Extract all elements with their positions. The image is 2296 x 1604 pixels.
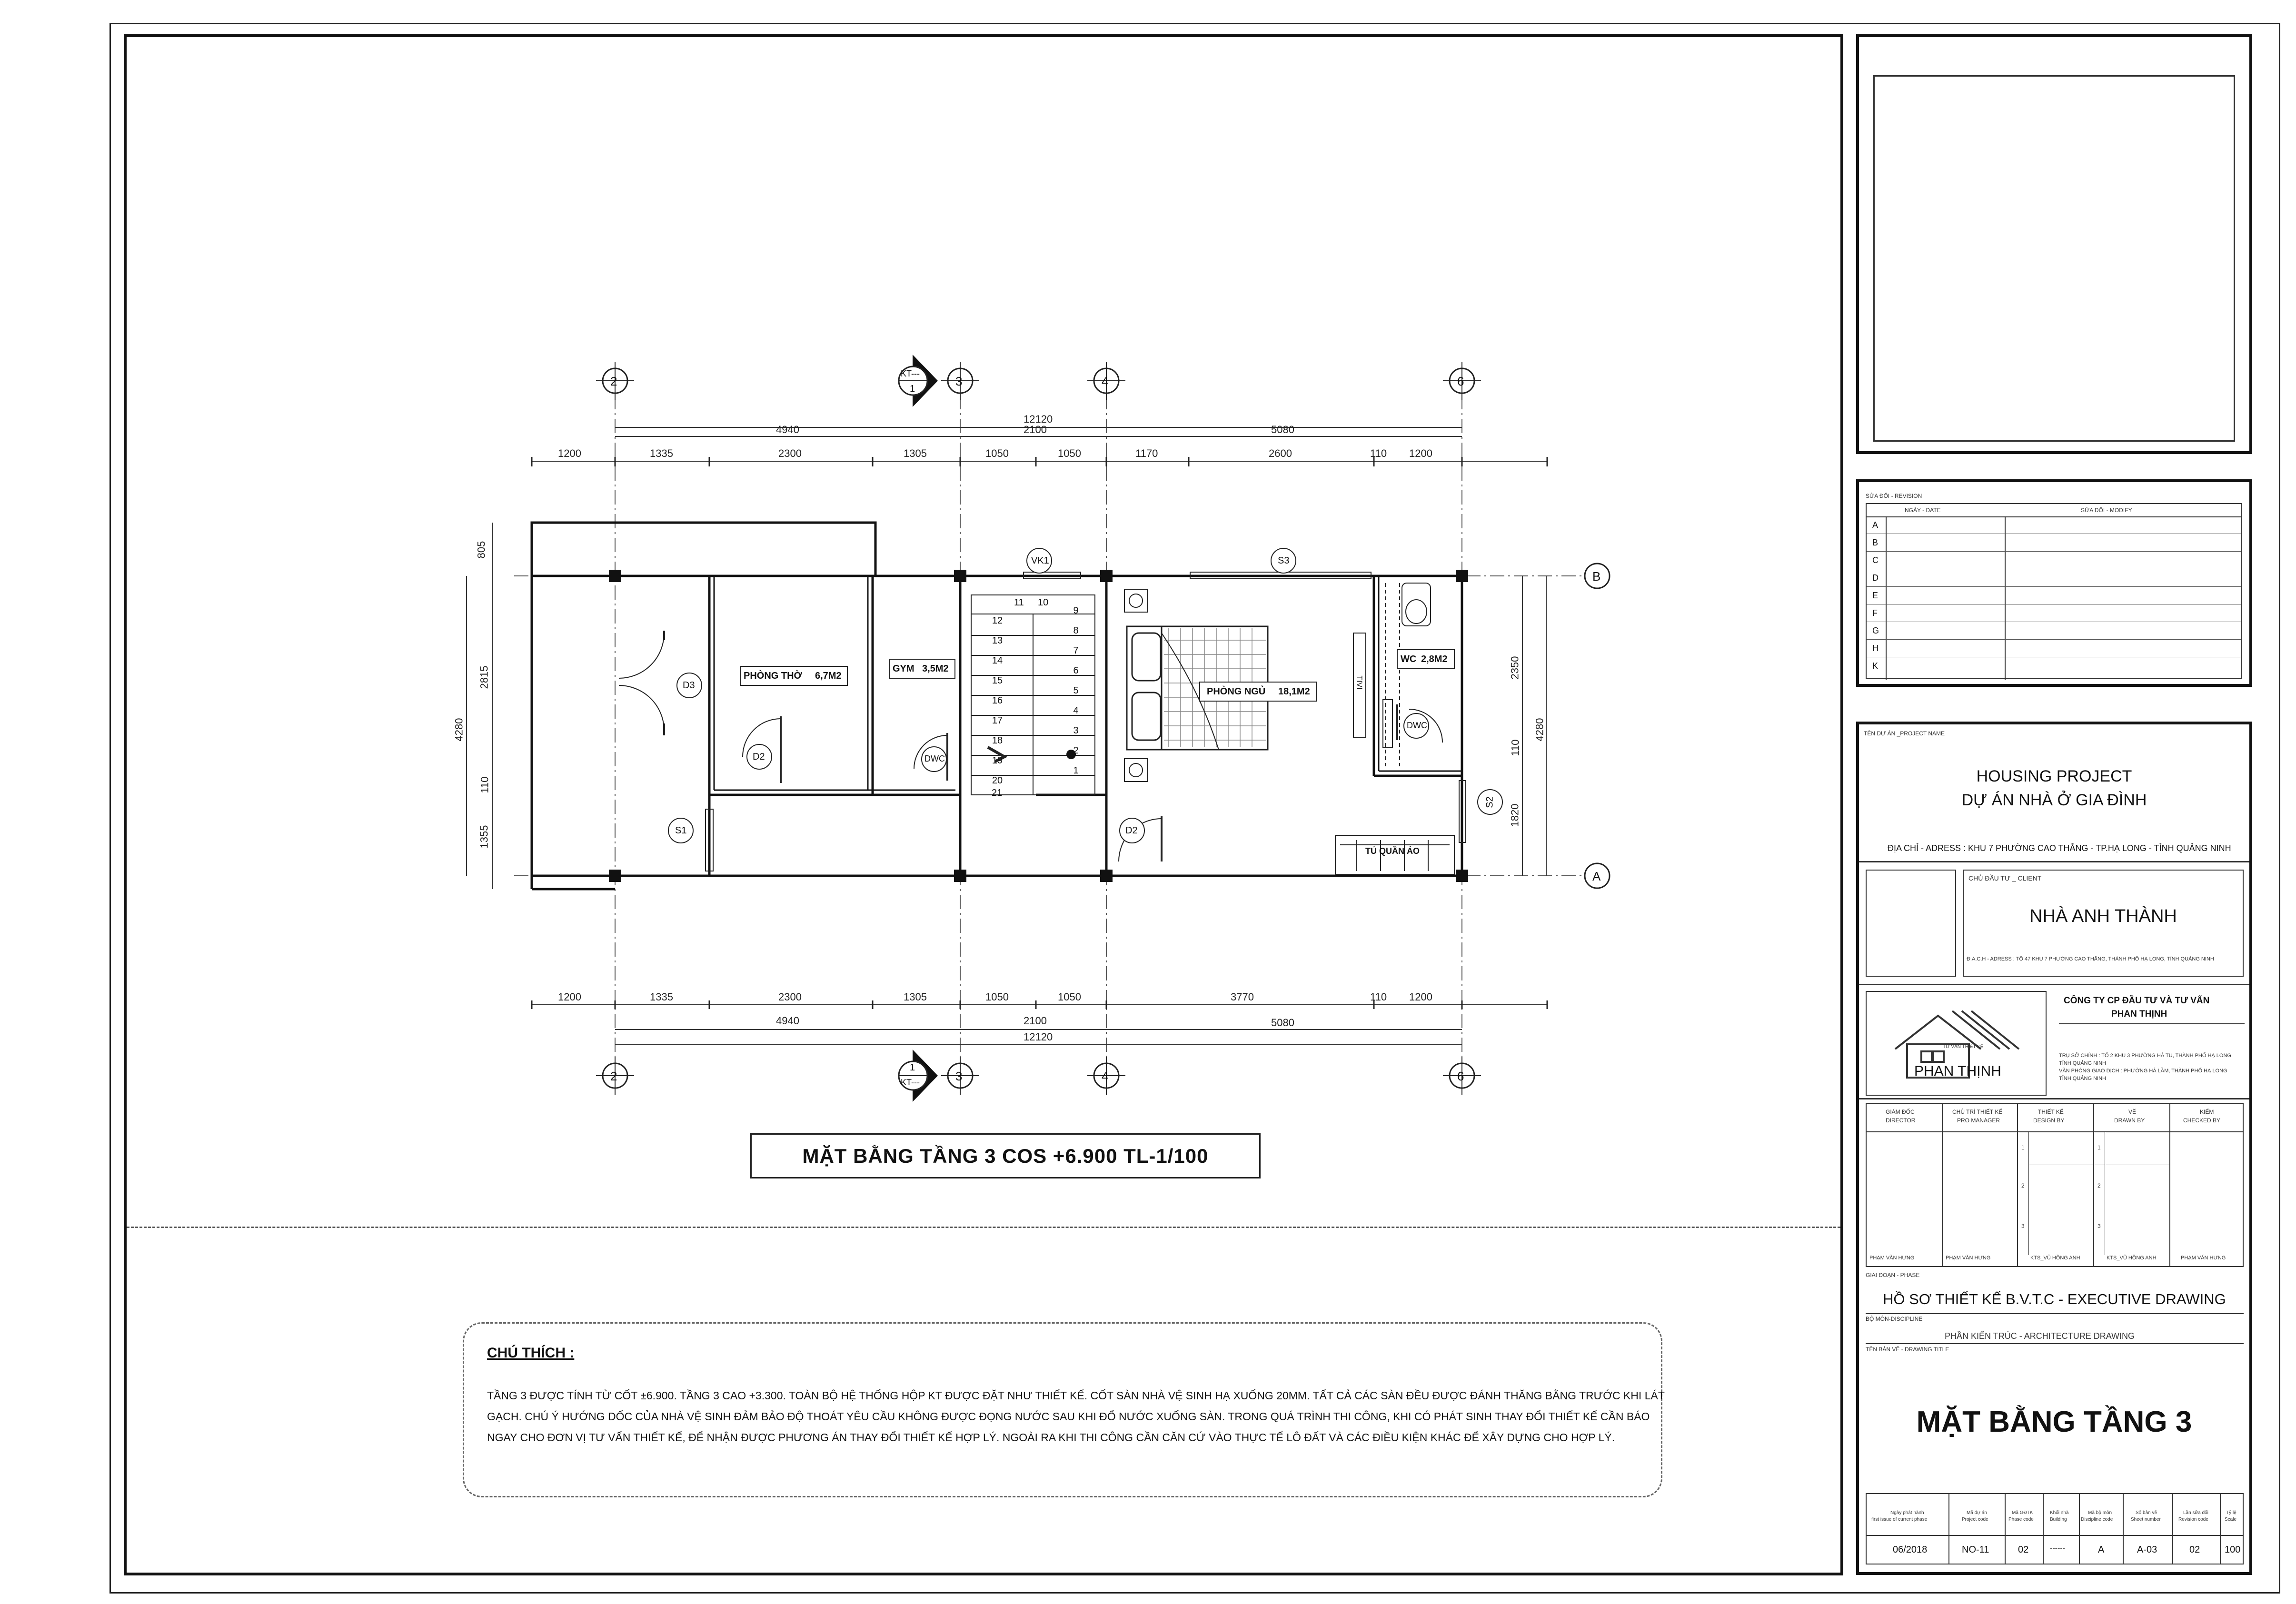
info-h-4b: Building — [2050, 1517, 2067, 1522]
dim-bottom-3: 2300 — [778, 991, 802, 1003]
dim-top-6: 1050 — [1058, 447, 1081, 459]
door-tag-dwc: DWC — [924, 754, 945, 763]
revision-col-date: NGÀY - DATE — [1905, 507, 1941, 514]
info-h-8a: Tỷ lệ — [2226, 1510, 2236, 1515]
dim-top-8: 2600 — [1269, 447, 1292, 459]
info-h-1b: first issue of current phase — [1871, 1517, 1928, 1522]
info-h-4a: Khối nhà — [2050, 1510, 2069, 1515]
dim-top-total: 12120 — [1024, 413, 1053, 425]
drawing-title-label: TÊN BẢN VẼ - DRAWING TITLE — [1866, 1346, 1949, 1353]
axis-label-A: A — [1592, 869, 1601, 883]
dim-top-10: 1200 — [1409, 447, 1432, 459]
info-v-project: NO-11 — [1962, 1545, 1989, 1555]
door-tag-s2: S2 — [1484, 796, 1495, 808]
notes-box — [463, 1322, 1665, 1497]
revision-header: SỬA ĐỔI - REVISION — [1866, 493, 1922, 499]
company-name-1: CÔNG TY CP ĐẦU TƯ VÀ TƯ VẤN — [2064, 996, 2210, 1006]
sig-drawn-vi: VẼ — [2128, 1109, 2137, 1115]
dim-left-total: 4280 — [453, 718, 465, 742]
dim-bottom-mid-3: 5080 — [1271, 1017, 1294, 1029]
company-info-4: TỈNH QUẢNG NINH — [2059, 1076, 2106, 1081]
balcony-outline — [532, 523, 875, 576]
info-h-6a: Số bản vẽ — [2136, 1510, 2157, 1515]
dim-right-3: 1820 — [1509, 803, 1521, 827]
room-name-phong-ngu: PHÒNG NGỦ — [1207, 686, 1266, 697]
revision-rows: A B C D E F G H K — [1867, 516, 2241, 674]
info-v-sheet: A-03 — [2137, 1545, 2157, 1555]
logo-caption: TƯ VẤN THIẾT KẾ — [1943, 1044, 1984, 1050]
sig-name-drawn: KTS_VŨ HỒNG ANH — [2107, 1255, 2157, 1261]
dim-bottom-2: 1335 — [650, 991, 673, 1003]
info-h-7a: Lần sửa đổi — [2183, 1510, 2208, 1515]
axis-label-4: 4 — [1102, 374, 1109, 388]
dim-top-mid-2: 2100 — [1024, 424, 1047, 436]
dim-top-7: 1170 — [1135, 447, 1158, 459]
room-name-phong-tho: PHÒNG THỜ — [744, 671, 802, 681]
info-v-phase: 02 — [2018, 1545, 2029, 1555]
sig-name-director: PHẠM VĂN HƯNG — [1869, 1255, 1915, 1261]
room-name-gym: GYM — [893, 663, 914, 674]
sig-checked-en: CHECKED BY — [2183, 1117, 2221, 1124]
axis-label-2-bottom: 2 — [610, 1069, 617, 1083]
dim-bottom-4: 1305 — [904, 991, 927, 1003]
axis-label-4-bottom: 4 — [1102, 1069, 1109, 1083]
info-v-building: ------ — [2050, 1545, 2065, 1553]
info-v-revision: 02 — [2189, 1545, 2200, 1555]
company-info-1: TRỤ SỞ CHÍNH : TỔ 2 KHU 3 PHƯỜNG HÀ TU, THÀNH PHỐ HẠ LONG — [2059, 1053, 2231, 1059]
room-area-phong-ngu: 18,1M2 — [1278, 686, 1310, 697]
info-h-7b: Revision code — [2178, 1517, 2208, 1522]
company-info-3: VĂN PHÒNG GIAO DỊCH : PHƯỜNG HÀ LẦM, THÀNH PHỐ HẠ LONG — [2059, 1068, 2227, 1074]
door-tag-d3: D3 — [683, 680, 695, 691]
info-table — [1866, 1493, 2244, 1564]
client-label: CHỦ ĐẦU TƯ _ CLIENT — [1968, 874, 2042, 882]
dim-bottom-9: 1200 — [1409, 991, 1432, 1003]
stair-numbers-right: 9 8 7 6 5 4 3 2 1 — [1073, 605, 1079, 776]
axis-label-2: 2 — [610, 374, 617, 388]
dim-top-2: 1335 — [650, 447, 673, 459]
dim-right-total: 4280 — [1533, 718, 1546, 742]
sig-drawn-en: DRAWN BY — [2114, 1117, 2145, 1124]
project-name-vi: DỰ ÁN NHÀ Ở GIA ĐÌNH — [1961, 791, 2147, 809]
room-area-gym: 3,5M2 — [922, 663, 949, 674]
dim-top-9: 110 — [1370, 447, 1387, 459]
stair-numbers-left: 12 13 14 15 16 17 18 19 20 — [992, 615, 1003, 786]
client-name: NHÀ ANH THÀNH — [2029, 906, 2177, 926]
info-h-8b: Scale — [2225, 1517, 2237, 1522]
section-ref-bottom: KT--- — [901, 1078, 920, 1087]
dim-left-4: 1355 — [478, 825, 490, 849]
notes-line-1: TẦNG 3 ĐƯỢC TÍNH TỪ CỐT ±6.900. TẦNG 3 CAO +3.300. TOÀN BỘ HỆ THỐNG HỘP KT ĐƯỢC ĐẶT NHƯ THIẾT KẾ. CỐT SÀN NHÀ VỆ SINH HẠ XUỐNG 20MM. TẤT CẢ CÁC SÀN ĐỀU ĐƯỢC ĐÁNH THĂNG BẰNG TRƯỚC KHI LÁT — [487, 1389, 1665, 1402]
info-h-2b: Project code — [1962, 1517, 1988, 1522]
sig-name-manager: PHẠM VĂN HƯNG — [1946, 1255, 1991, 1261]
signature-grid — [1866, 1103, 2244, 1267]
dim-bottom-1: 1200 — [558, 991, 581, 1003]
stair-number-10: 10 — [1038, 597, 1049, 608]
door-tag-d2-bedroom: D2 — [1125, 825, 1138, 836]
company-logo — [1866, 991, 2047, 1096]
sig-manager-vi: CHỦ TRÌ THIẾT KẾ — [1952, 1109, 2003, 1115]
project-label: TÊN DỰ ÁN _PROJECT NAME — [1864, 730, 1945, 737]
info-h-2a: Mã dự án — [1967, 1510, 1987, 1515]
door-tag-s1: S1 — [675, 825, 687, 836]
section-num-top: 1 — [910, 384, 915, 394]
door-tag-s3: S3 — [1278, 555, 1290, 566]
sig-checked-vi: KIỂM — [2200, 1109, 2214, 1115]
dim-top-mid-1: 4940 — [776, 424, 799, 436]
section-num-bottom: 1 — [910, 1062, 915, 1073]
stair-number-11: 11 — [1014, 597, 1024, 608]
dim-bottom-total: 12120 — [1024, 1031, 1053, 1043]
info-h-3a: Mã GĐTK — [2012, 1510, 2033, 1515]
sig-row-2: 2 — [2021, 1182, 2025, 1189]
notes-line-2: GẠCH. CHÚ Ý HƯỚNG DỐC CỦA NHÀ VỆ SINH ĐẢM BẢO ĐỘ THOÁT YÊU CẦU KHÔNG ĐƯỢC ĐỌNG NƯỚC SAU KHI ĐỔ NƯỚC XUỐNG SÀN. TRONG QUÁ TRÌNH THI CÔNG, KHI CÓ PHÁT SINH THAY ĐỔI THIẾT KẾ CẦN BÁO — [487, 1410, 1650, 1423]
info-h-3b: Phase code — [2008, 1517, 2034, 1522]
title-block-blank — [1856, 34, 2252, 454]
dim-top-mid-3: 5080 — [1271, 424, 1294, 436]
discipline-value: PHẦN KIẾN TRÚC - ARCHITECTURE DRAWING — [1945, 1331, 2135, 1341]
dim-left-2: 2815 — [478, 665, 490, 689]
dim-right-1: 2350 — [1509, 656, 1521, 680]
stair-number-21: 21 — [992, 788, 1003, 798]
sig-row-3b: 3 — [2097, 1223, 2101, 1229]
info-v-date: 06/2018 — [1893, 1545, 1928, 1555]
company-name-2: PHAN THỊNH — [2111, 1009, 2167, 1019]
sig-row-1b: 1 — [2097, 1144, 2101, 1151]
dim-top-4: 1305 — [904, 447, 927, 459]
project-address: ĐỊA CHỈ - ADRESS : KHU 7 PHƯỜNG CAO THẮNG - TP.HẠ LONG - TỈNH QUẢNG NINH — [1888, 843, 2231, 853]
project-name-en: HOUSING PROJECT — [1976, 767, 2132, 785]
dim-bottom-5: 1050 — [985, 991, 1009, 1003]
info-v-scale: 100 — [2225, 1545, 2241, 1555]
notes-line-3: NGAY CHO ĐƠN VỊ TƯ VẤN THIẾT KẾ, ĐỂ NHẬN ĐƯỢC PHƯƠNG ÁN THAY ĐỔI THIẾT KẾ HỢP LÝ. NGOÀI RA KHI THI CÔNG CẦN CĂN CỨ VÀO THỰC TẾ LÔ ĐẤT VÀ CÁC ĐIỀU KIỆN KHÁC ĐỂ XÂY DỰNG CHO HỢP LÝ. — [487, 1431, 1615, 1444]
info-v-discipline: A — [2098, 1545, 2105, 1555]
dim-top-5: 1050 — [985, 447, 1009, 459]
dim-top-3: 2300 — [778, 447, 802, 459]
axis-label-B: B — [1592, 569, 1601, 584]
title-block-main — [1856, 722, 2252, 1575]
door-tag-d2: D2 — [753, 752, 765, 762]
sig-design-en: DESIGN BY — [2033, 1117, 2065, 1124]
sig-design-vi: THIẾT KẾ — [2038, 1109, 2064, 1115]
sig-manager-en: PRO MANAGER — [1957, 1117, 2000, 1124]
plan-title: MẶT BẰNG TẦNG 3 COS +6.900 TL-1/100 — [750, 1133, 1261, 1178]
notes-heading: CHÚ THÍCH : — [487, 1345, 575, 1361]
revision-col-modify: SỬA ĐỔI - MODIFY — [2081, 507, 2132, 514]
axis-label-6-bottom: 6 — [1457, 1069, 1464, 1083]
room-name-wc: WC — [1401, 654, 1417, 664]
info-h-6b: Sheet number — [2131, 1517, 2161, 1522]
axis-label-3-bottom: 3 — [955, 1069, 963, 1083]
door-tag-dwc-wc: DWC — [1407, 721, 1427, 730]
logo-text: PHAN THỊNH — [1914, 1063, 2001, 1079]
closet-label: TỦ QUẦN ÁO — [1365, 846, 1420, 856]
tv-label: TIVI — [1355, 675, 1363, 690]
dim-right-2: 110 — [1509, 739, 1521, 756]
axis-label-6: 6 — [1457, 374, 1464, 388]
room-area-wc: 2,8M2 — [1421, 654, 1448, 664]
info-h-5b: Discipline code — [2081, 1517, 2113, 1522]
dim-bottom-mid-1: 4940 — [776, 1015, 799, 1027]
revision-block — [1856, 479, 2252, 687]
dim-bottom-8: 110 — [1370, 991, 1387, 1003]
dim-left-1: 805 — [475, 541, 487, 559]
client-address: Đ.A.C.H - ADRESS : TỔ 47 KHU 7 PHƯỜNG CAO THẮNG, THÀNH PHỐ HẠ LONG, TỈNH QUẢNG NINH — [1967, 956, 2214, 962]
room-area-phong-tho: 6,7M2 — [815, 671, 842, 681]
sig-director-vi: GIÁM ĐỐC — [1886, 1109, 1915, 1115]
phase-label: GIAI ĐOẠN - PHASE — [1866, 1272, 1920, 1278]
dim-top-1: 1200 — [558, 447, 581, 459]
sig-director-en: DIRECTOR — [1886, 1117, 1916, 1124]
sig-row-1: 1 — [2021, 1144, 2025, 1151]
info-h-1a: Ngày phát hành — [1890, 1510, 1924, 1515]
dim-bottom-mid-2: 2100 — [1024, 1015, 1047, 1027]
sig-row-2b: 2 — [2097, 1182, 2101, 1189]
axis-label-3: 3 — [955, 374, 963, 388]
dim-bottom-6: 1050 — [1058, 991, 1081, 1003]
sig-name-design: KTS_VŨ HỒNG ANH — [2030, 1255, 2080, 1261]
drawing-title: MẶT BẰNG TẦNG 3 — [1916, 1406, 2192, 1438]
info-h-5a: Mã bộ môn — [2088, 1510, 2112, 1515]
dim-bottom-7: 3770 — [1231, 991, 1254, 1003]
sig-name-checked: PHẠM VĂN HƯNG — [2181, 1255, 2226, 1261]
dim-left-3: 110 — [478, 776, 491, 793]
sig-row-3: 3 — [2021, 1223, 2025, 1229]
door-tag-vk1: VK1 — [1031, 555, 1049, 566]
company-info-2: TỈNH QUẢNG NINH — [2059, 1060, 2106, 1066]
phase-value: HỒ SƠ THIẾT KẾ B.V.T.C - EXECUTIVE DRAWING — [1883, 1291, 2226, 1307]
discipline-label: BỘ MÔN-DISCIPLINE — [1866, 1316, 1923, 1322]
section-ref-top: KT--- — [901, 369, 920, 378]
